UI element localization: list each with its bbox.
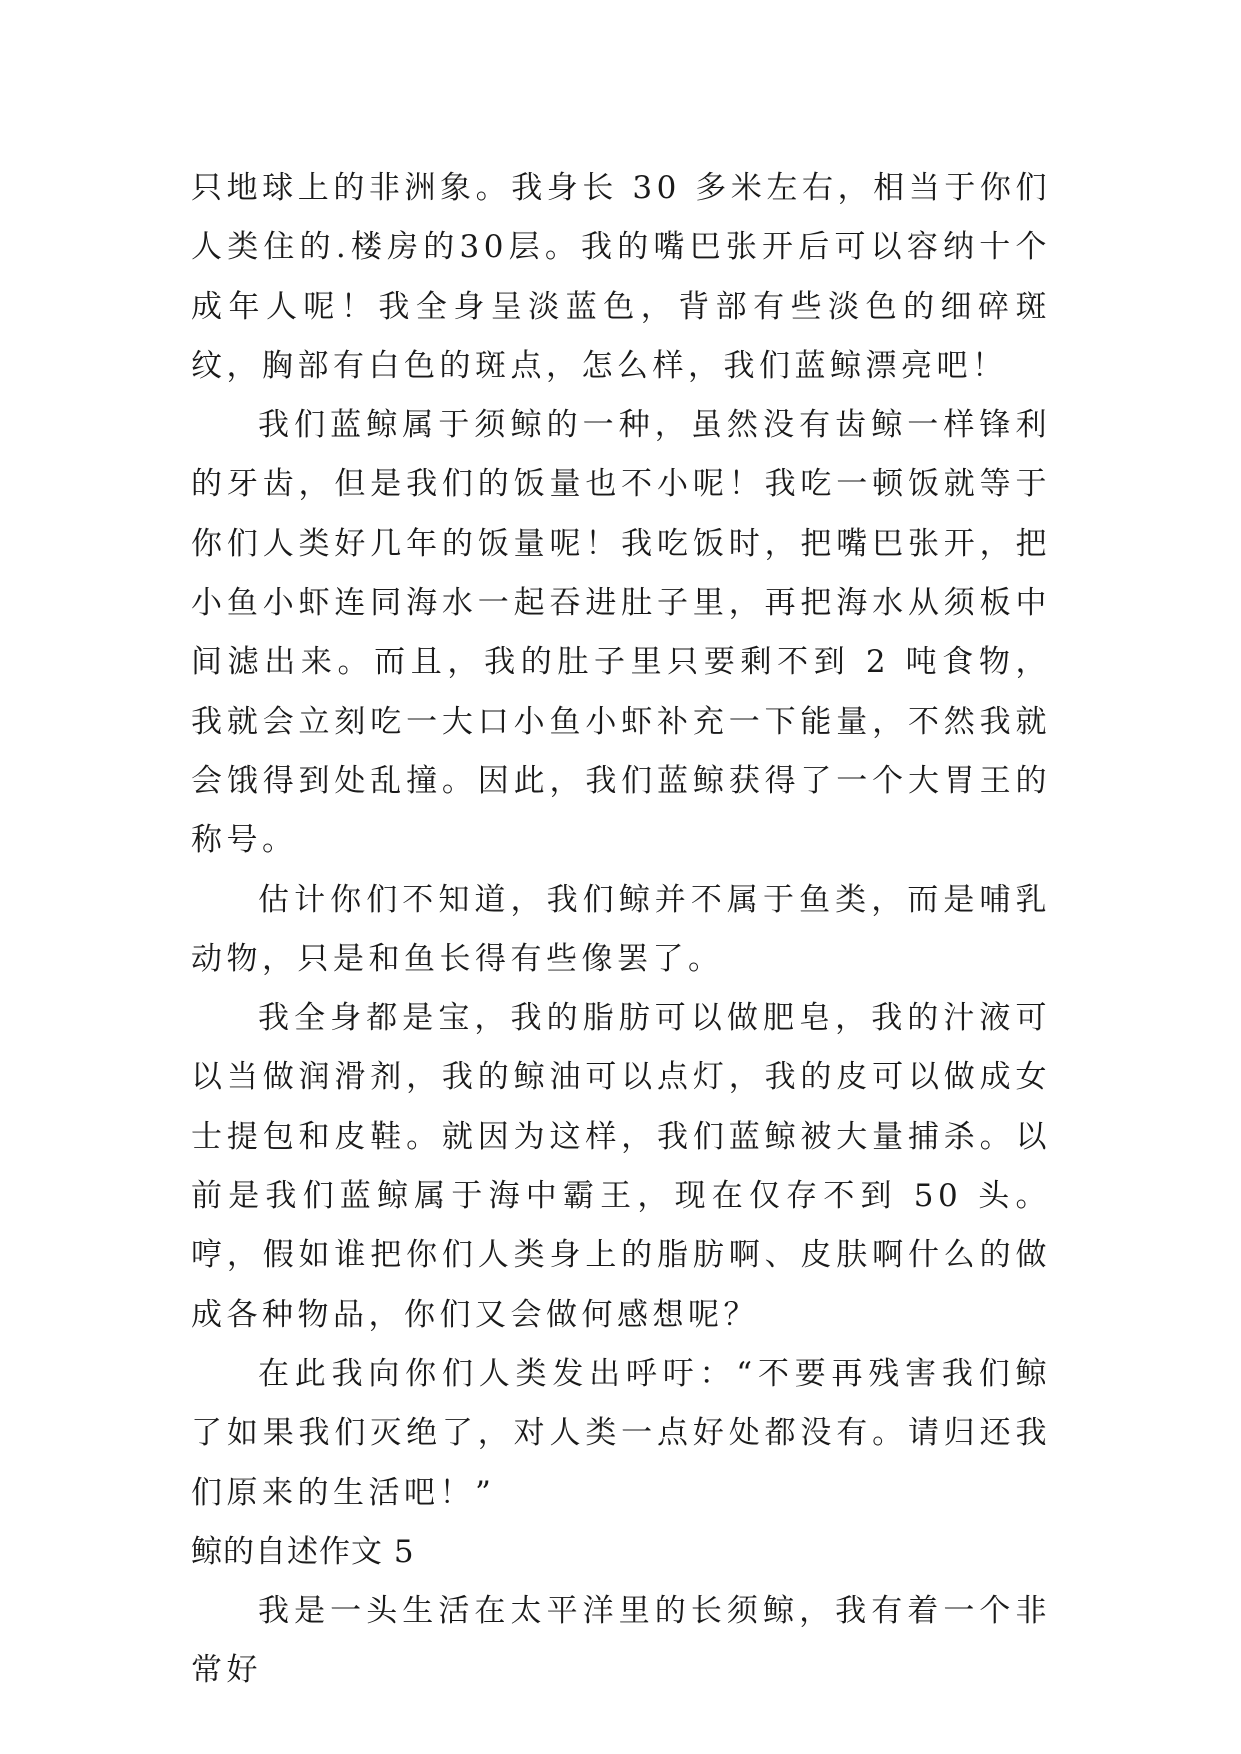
section-title: 鲸的自述作文 5 — [191, 1533, 415, 1570]
paragraph-appeal: 在此我向你们人类发出呼吁：“不要再残害我们鲸了如果我们灭绝了，对人类一点好处都没有。请归还我们原来的生活吧！” — [191, 1355, 1051, 1511]
paragraph-mammal: 估计你们不知道，我们鲸并不属于鱼类，而是哺乳动物，只是和鱼长得有些像罢了。 — [191, 881, 1051, 977]
paragraph-treasure: 我全身都是宝，我的脂肪可以做肥皂，我的汁液可以当做润滑剂，我的鲸油可以点灯，我的皮可以做成女士提包和皮鞋。就因为这样，我们蓝鲸被大量捕杀。以前是我们蓝鲸属于海中霸王，现在仅存不到 50 头。哼，假如谁把你们人类身上的脂肪啊、皮肤啊什么的做成各种物品，你们又会做何感想呢？ — [191, 1000, 1051, 1333]
paragraph-next: 我是一头生活在太平洋里的长须鲸，我有着一个非常好 — [191, 1593, 1051, 1689]
paragraph-continuation: 只地球上的非洲象。我身长 30 多米左右，相当于你们人类住的.楼房的30层。我的嘴巴张开后可以容纳十个成年人呢！我全身呈淡蓝色，背部有些淡色的细碎斑纹，胸部有白色的斑点，怎么样，我们蓝鲸漂亮吧！ — [191, 170, 1051, 384]
document-body — [191, 159, 1051, 1701]
paragraph-appetite: 我们蓝鲸属于须鲸的一种，虽然没有齿鲸一样锋利的牙齿，但是我们的饭量也不小呢！我吃一顿饭就等于你们人类好几年的饭量呢！我吃饭时，把嘴巴张开，把小鱼小虾连同海水一起吞进肚子里，再把海水从须板中间滤出来。而且，我的肚子里只要剩不到 2 吨食物，我就会立刻吃一大口小鱼小虾补充一下能量，不然我就会饿得到处乱撞。因此，我们蓝鲸获得了一个大胃王的称号。 — [191, 407, 1051, 859]
